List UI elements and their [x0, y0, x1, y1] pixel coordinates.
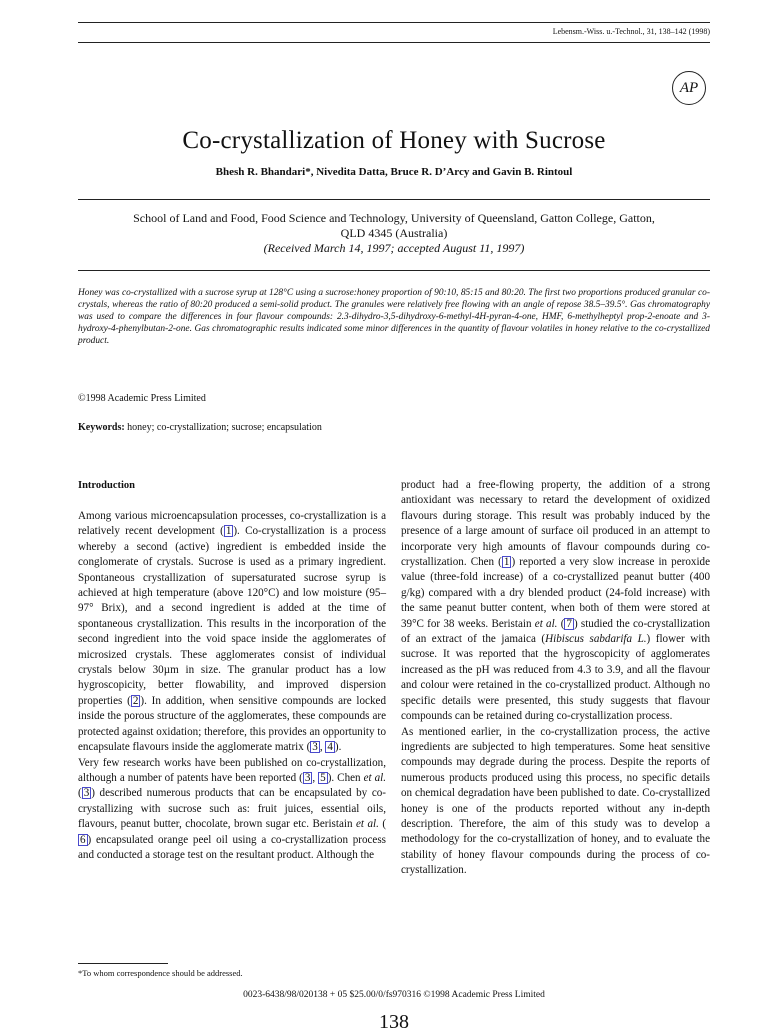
affiliation-top-rule	[78, 199, 710, 200]
citation-link[interactable]: 6	[80, 833, 86, 846]
citation-link[interactable]: 3	[312, 741, 318, 754]
copyright-notice: ©1998 Academic Press Limited	[78, 393, 206, 404]
keywords-label: Keywords:	[78, 422, 125, 433]
article-title: Co-crystallization of Honey with Sucrose	[182, 127, 606, 154]
affiliation-bottom-rule	[78, 270, 710, 271]
affiliation-line-2: QLD 4345 (Australia)	[340, 226, 448, 240]
citation-link[interactable]: 3	[304, 771, 311, 784]
issn-line: 0023-6438/98/020138 + 05 $25.00/0/fs970316 ©1998 Academic Press Limited	[243, 990, 545, 1000]
header-rule	[78, 42, 710, 43]
publisher-logo: AP	[672, 71, 706, 105]
body-column-right	[401, 478, 710, 879]
keywords-list: honey; co-crystallization; sucrose; encapsulation	[124, 422, 322, 433]
citation-link[interactable]: 2	[132, 694, 139, 707]
abstract: Honey was co-crystallized with a sucrose syrup at 128°C using a sucrose:honey proportion of 90:10, 85:15 and 80:20. The first two proportions produced granular co-crystals, whereas the ratio of 80:20 produced a semi-solid product. The granules were relatively free flowing with an angle of repose 38.5–39.5°. Gas chromatography was used to compare the differences in four flavour compounds: 2.3-dihydro-3,5-dihydroxy-6-methyl-4H-pyran-4-one, HMF, 6-methylheptyl prop-2-enoate and 3-hydroxy-4-phenylbutan-2-one. Gas chromatographic results indicated some minor differences in the quantity of flavour volatiles in honey relative to the co-crystallized product.	[78, 288, 710, 346]
footnote: *To whom correspondence should be addressed.	[78, 968, 243, 978]
keywords-line	[78, 422, 322, 433]
paragraph: Very few research works have been published on co-crystallization, although a number of patents have been reported ( 3 , 5 ). Chen et al. ( 3 ) described numerous products that can be encapsulated by co-crystallizing with sucrose such as: fruit juices, essential oils, flavours, peanut butter, chocolate, brown sugar etc. Beristain et al. (6 ) encapsulated orange peel oil using a co-crystallization process and conducted a storage test on the resultant product. Although the	[78, 756, 387, 861]
citation-link[interactable]: 1	[503, 556, 510, 569]
citation-link[interactable]: 7	[566, 617, 572, 630]
paragraph: product had a free-flowing property, the addition of a strong antioxidant was necessary to retard the development of oxidized flavours during storage. This result was probably induced by the presence of a large amount of surface oil produced in an attempt to incorporate very high amounts of flavour compounds during co-crystallization. Chen ( 1 ) reported a very slow increase in peroxide value (three-fold increase) of a co-crystallized peanut butter (400 g/kg) compared with a dry blended product (24-fold increase) with the same peanut butter content, when both of them were stored at 39°C for 38 weeks. Beristain et al. ( 7 ) studied the co-crystallization of an extract of the jamaica (Hibiscus sabdarifa L.) flower with sucrose. It was reported that the hygroscopicity of agglomerates increased as the pH was reduced from 4.3 to 3.9, and all the flavour and colour were retained in the co-crystallized product. Although no specific details were presented, this study suggests that flavour compounds can be retained during co-crystallization process.	[401, 479, 711, 723]
citation-link[interactable]: 4	[327, 741, 333, 754]
citation-link[interactable]: 3	[83, 787, 90, 800]
journal-citation: Lebensm.-Wiss. u.-Technol., 31, 138–142 (1998)	[552, 27, 710, 36]
affiliation-line-1: School of Land and Food, Food Science and Technology, University of Queensland, Gatton College, Gatton,	[133, 211, 655, 225]
affiliation-block	[78, 211, 710, 256]
received-dates: (Received March 14, 1997; accepted August 11, 1997)	[263, 241, 525, 255]
author-list: Bhesh R. Bhandari*, Nivedita Datta, Bruce R. D’Arcy and Gavin B. Rintoul	[215, 166, 573, 178]
footnote-rule	[78, 963, 168, 964]
paragraph: As mentioned earlier, in the co-crystallization process, the active ingredients are subjected to high temperatures. Some heat sensitive compounds may degrade during the process. Despite the reports of numerous products produced using this process, no specific details on chemical degradation have been published to date. Co-crystallized honey is one of the products reported without any in-depth description. Therefore, the aim of this study was to develop a methodology for the co-crystallization of honey, and to evaluate the stability of honey flavour compounds during the process of co-crystallization.	[401, 725, 710, 877]
section-heading-introduction: Introduction	[78, 480, 135, 491]
page-number: 138	[379, 1011, 409, 1033]
paragraph: Among various microencapsulation processes, co-crystallization is a relatively recent development ( 1 ). Co-crystallization is a process whereby a second (active) ingredient is embedded inside the conglomerate of crystals. Sucrose is used as a primary ingredient. Spontaneous crystallization of supersaturated sucrose syrup is achieved at high temperature (above 120°C) and low moisture (95–97° Brix), and a second ingredient is added at the time of spontaneous crystallization. This results in the incorporation of the second ingredient into the void space inside the agglomerates of microsized crystals. These agglomerates consist of individual crystals below 30µm in size. The granular product has a low hygroscopicity, better flowability, and improved dispersion properties ( 2 ). In addition, when sensitive compounds are locked inside the porous structure of the agglomerates, these compounds are protected against oxidation; therefore, this provides an opportunity to encapsulate flavours inside the agglomerate matrix ( 3 , 4 ).	[78, 510, 386, 754]
body-column-left	[78, 509, 386, 863]
citation-link[interactable]: 1	[225, 525, 232, 538]
citation-link[interactable]: 5	[320, 771, 326, 784]
top-rule	[78, 22, 710, 23]
